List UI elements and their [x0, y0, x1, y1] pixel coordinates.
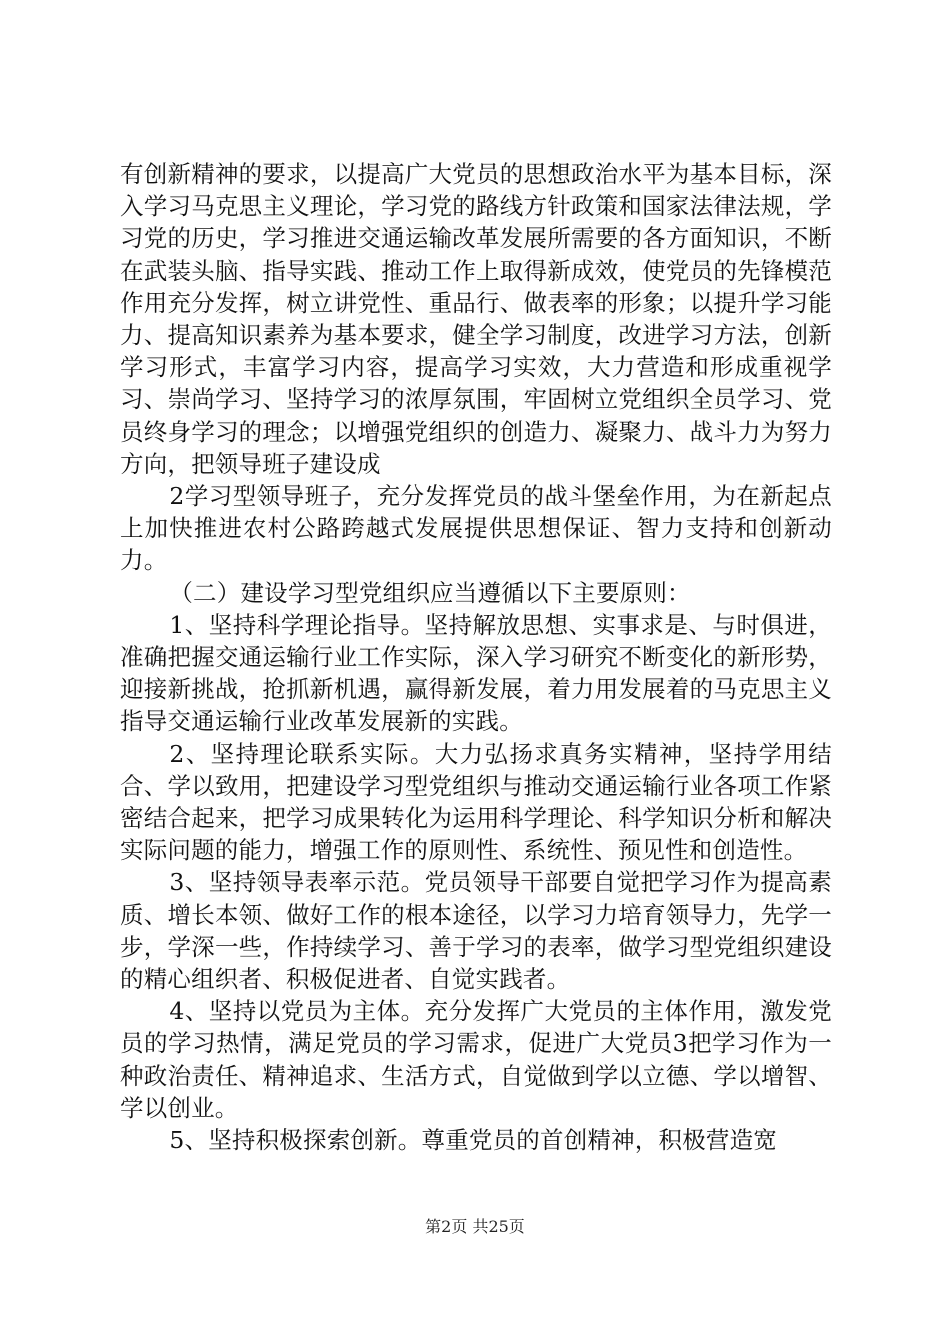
principle-item-3: 3、坚持领导表率示范。党员领导干部要自觉把学习作为提高素质、增长本领、做好工作的根本途径，以学习力培育领导力，先学一步，学深一些，作持续学习、善于学习的表率，做学习型党组织建设的精心组织者、积极促进者、自觉实践者。 — [120, 868, 832, 994]
section-heading-principles: （二）建设学习型党组织应当遵循以下主要原则： — [169, 578, 691, 607]
principle-item-2: 2、坚持理论联系实际。大力弘扬求真务实精神，坚持学用结合、学以致用，把建设学习型党组织与推动交通运输行业各项工作紧密结合起来，把学习成果转化为运用科学理论、科学知识分析和解决实际问题的能力，增强工作的原则性、系统性、预见性和创造性。 — [120, 739, 832, 865]
principle-item-5: 5、坚持积极探索创新。尊重党员的首创精神，积极营造宽 — [169, 1126, 777, 1155]
page-number-footer: 第2页 共25页 — [425, 1217, 525, 1236]
document-body — [120, 158, 832, 1156]
paragraph-continued-text: 有创新精神的要求，以提高广大党员的思想政治水平为基本目标，深入学习马克思主义理论，学习党的路线方针政策和国家法律法规，学习党的历史，学习推进交通运输改革发展所需要的各方面知识，不断在武装头脑、指导实践、推动工作上取得新成效，使党员的先锋模范作用充分发挥，树立讲党性、重品行、做表率的形象；以提升学习能力、提高知识素养为基本要求，健全学习制度，改进学习方法，创新学习形式，丰富学习内容，提高学习实效，大力营造和形成重视学习、崇尚学习、坚持学习的浓厚氛围，牢固树立党组织全员学习、党员终身学习的理念；以增强党组织的创造力、凝聚力、战斗力为努力方向，把领导班子建设成 — [120, 160, 832, 478]
principle-item-1: 1、坚持科学理论指导。坚持解放思想、实事求是、与时俱进，准确把握交通运输行业工作实际，深入学习研究不断变化的新形势，迎接新挑战，抢抓新机遇，赢得新发展，着力用发展着的马克思主义指导交通运输行业改革发展新的实践。 — [120, 610, 832, 736]
paragraph-leadership-team: 2学习型领导班子，充分发挥党员的战斗堡垒作用，为在新起点上加快推进农村公路跨越式发展提供思想保证、智力支持和创新动力。 — [120, 482, 832, 575]
principle-item-4: 4、坚持以党员为主体。充分发挥广大党员的主体作用，激发党员的学习热情，满足党员的学习需求，促进广大党员3把学习作为一种政治责任、精神追求、生活方式，自觉做到学以立德、学以增智、学以创业。 — [120, 997, 832, 1122]
